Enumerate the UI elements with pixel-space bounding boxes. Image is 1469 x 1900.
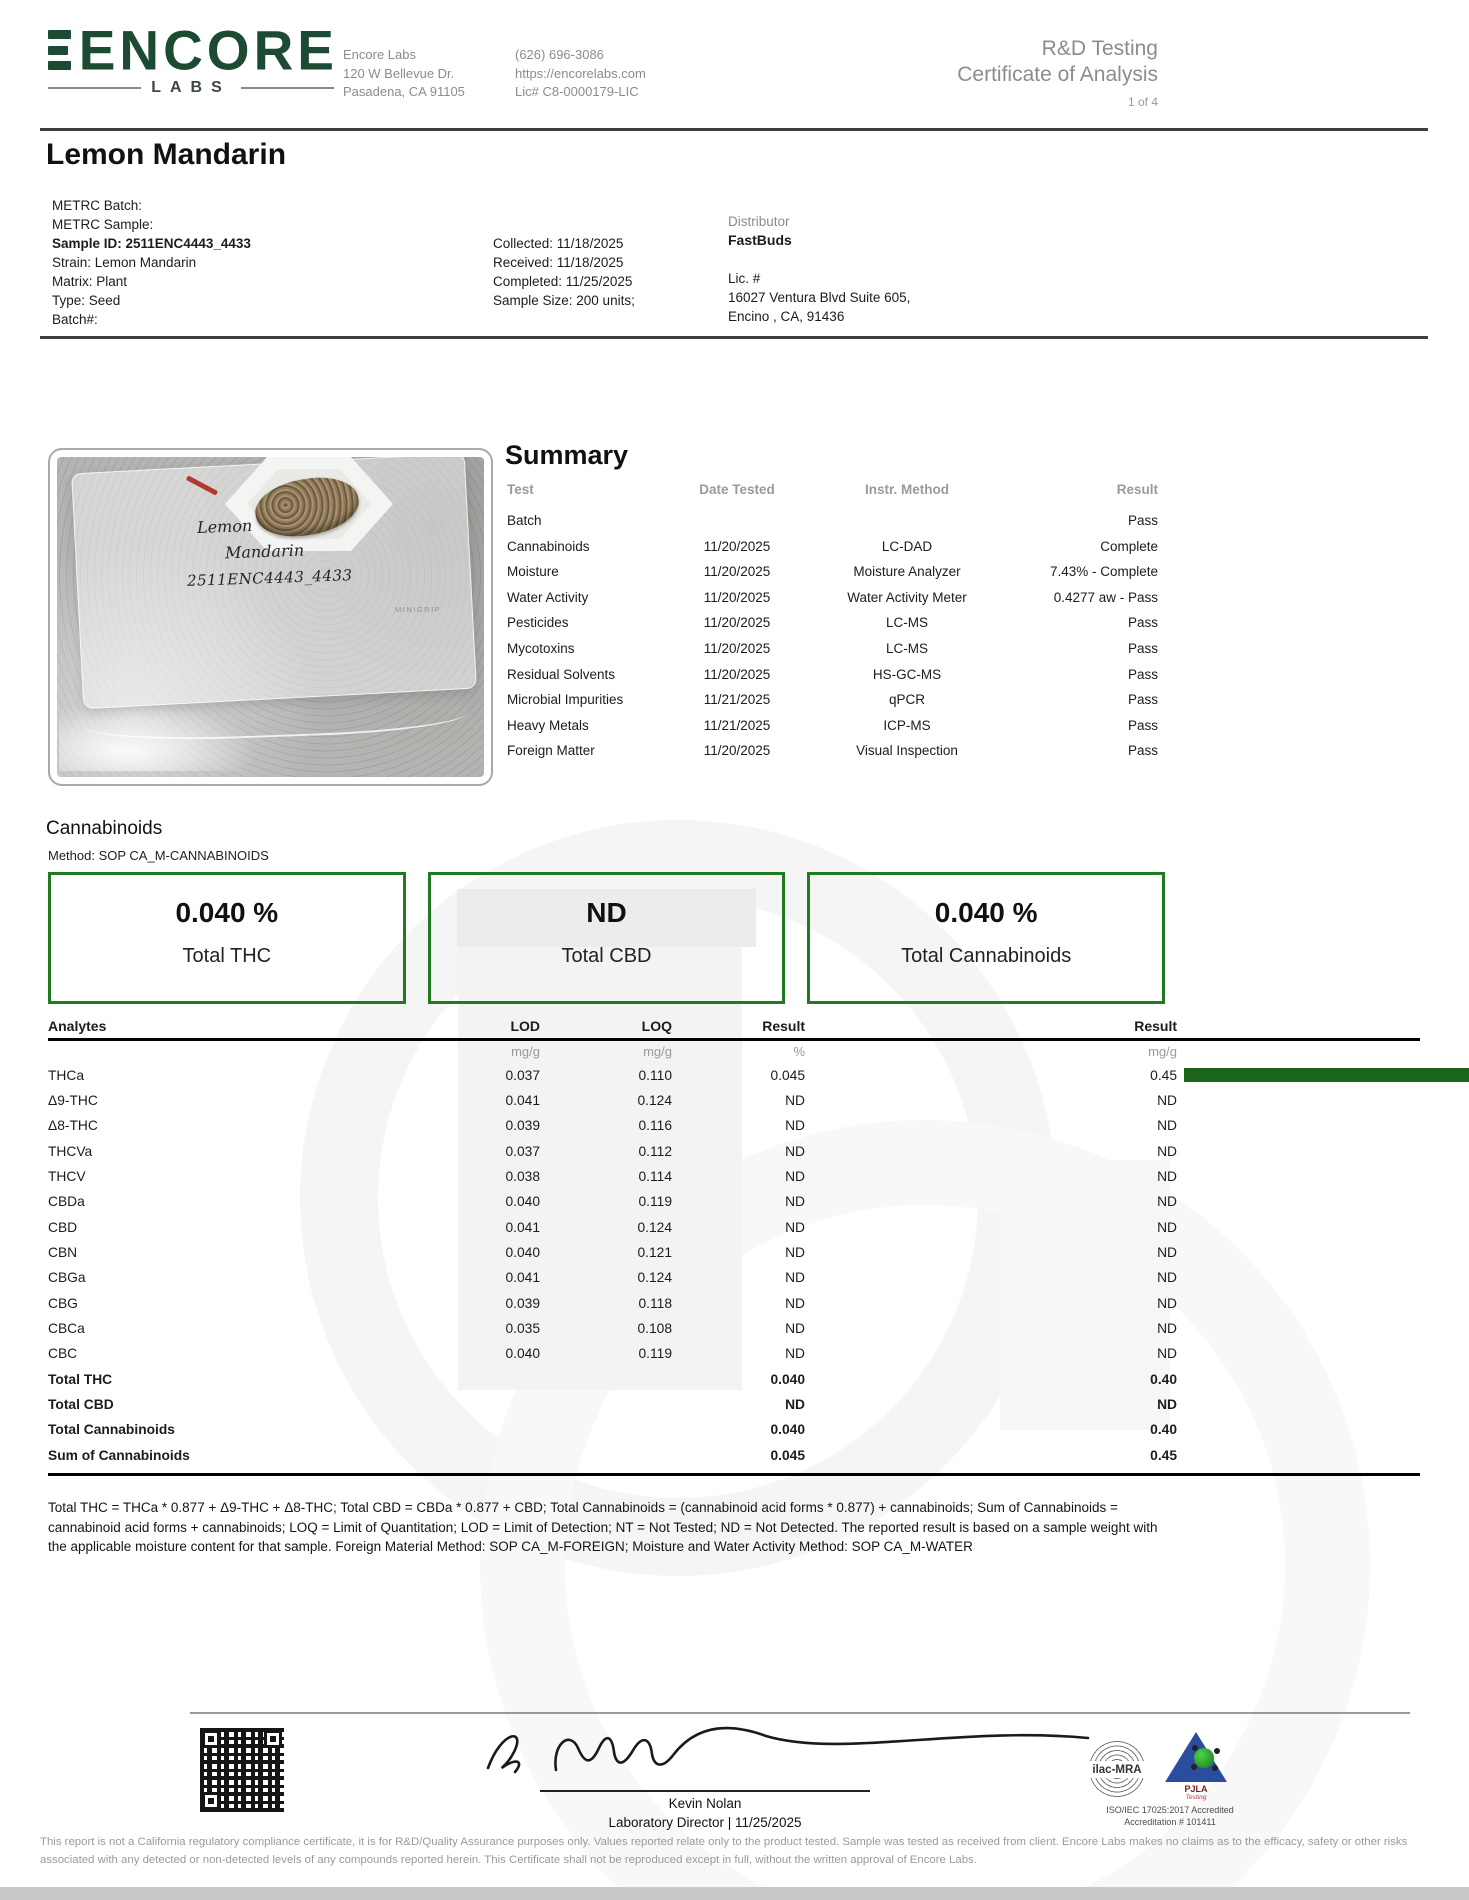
signer-title: Laboratory Director | 11/25/2025 [608, 1815, 802, 1830]
summary-result: Pass [1127, 513, 1158, 528]
summary-col-date: Date Tested [699, 482, 775, 497]
analyte-loq: 0.118 [638, 1295, 672, 1311]
summary-date [657, 508, 817, 534]
summary-result: Pass [1127, 692, 1158, 708]
summary-date: 11/20/2025 [703, 589, 771, 605]
analyte-loq: 0.112 [638, 1143, 672, 1159]
summary-date: 11/20/2025 [703, 615, 771, 631]
doc-title: Certificate of Analysis [957, 63, 1158, 86]
logo-text: ENCORE [78, 18, 338, 82]
sample-title: Lemon Mandarin [46, 138, 287, 171]
total-row [48, 1392, 1420, 1417]
summary-test: Mycotoxins [507, 640, 575, 656]
distributor-name: FastBuds [728, 232, 792, 248]
summary-row [507, 738, 1158, 764]
sample-fields-dates [493, 234, 635, 310]
distributor-lic: Lic. # [728, 271, 761, 286]
summary-title: Summary [505, 440, 629, 470]
logo-divider [241, 87, 334, 90]
analyte-result-mgg: ND [1157, 1346, 1177, 1362]
sample-field: Collected: 11/18/2025 [493, 236, 624, 251]
analyte-name: CBDa [48, 1194, 85, 1210]
summary-date: 11/20/2025 [703, 743, 771, 759]
total-cannabinoids-label: Total Cannabinoids [901, 945, 1072, 967]
total-name: Total THC [48, 1371, 113, 1387]
qr-finder-icon [264, 1730, 282, 1748]
summary-method: LC-MS [885, 615, 928, 631]
summary-row [507, 559, 1158, 585]
total-result-pct: ND [785, 1396, 805, 1412]
sample-field: Type: Seed [52, 293, 121, 308]
analyte-lod: 0.037 [505, 1143, 540, 1159]
logo-e-icon [48, 30, 71, 70]
analyte-row [48, 1291, 1420, 1316]
units-result-pct: % [793, 1043, 805, 1059]
sample-field: Completed: 11/25/2025 [493, 274, 633, 289]
analyte-result-mgg: ND [1157, 1270, 1177, 1286]
analyte-name: THCVa [48, 1143, 93, 1159]
sample-photo-frame [48, 448, 493, 786]
summary-test: Cannabinoids [507, 538, 590, 554]
analyte-lod: 0.037 [505, 1067, 540, 1083]
analyte-name: Δ8-THC [48, 1118, 98, 1134]
ilac-mra-logo [1086, 1738, 1148, 1800]
sample-field: Strain: Lemon Mandarin [52, 255, 197, 270]
analyte-row [48, 1164, 1420, 1189]
summary-method: Visual Inspection [856, 743, 958, 759]
accreditation-line1: ISO/IEC 17025:2017 Accredited [1106, 1805, 1234, 1815]
table-bottom-rule [48, 1473, 1420, 1476]
pjla-logo [1158, 1732, 1234, 1802]
summary-result: Pass [1127, 717, 1158, 733]
sample-divider [40, 336, 1428, 339]
distributor-label: Distributor [728, 214, 790, 229]
analytes-table [48, 1014, 1420, 1476]
summary-result: Pass [1127, 640, 1158, 656]
analyte-name: CBD [48, 1219, 78, 1235]
analyte-lod: 0.039 [505, 1295, 540, 1311]
cannabinoids-footnote: Total THC = THCa * 0.877 + Δ9-THC + Δ8-THC; Total CBD = CBDa * 0.877 + CBD; Total Cannabinoids = (cannabinoid acid forms * 0.877) + cannabinoids; Sum of Cannabinoids = cannabinoid acid forms + cannabinoids; LOQ = Limit of Quantitation; LOD = Limit of Detection; NT = Not Tested; ND = Not Detected. The reported result is based on a sample weight with the applicable moisture content for that sample. Foreign Material Method: SOP CA_M-FOREIGN; Moisture and Water Activity Method: SOP CA_M-WATER [48, 1500, 1158, 1554]
total-thc-value: 0.040 % [175, 897, 279, 928]
col-lod: LOD [510, 1018, 540, 1034]
report-type-block [800, 36, 1158, 109]
handwritten-label-line1: Lemon [196, 516, 253, 537]
analyte-lod: 0.041 [505, 1219, 540, 1235]
ilac-mra-text: ilac-MRA [1083, 1761, 1151, 1778]
distributor-address2: Encino , CA, 91436 [728, 309, 845, 324]
summary-date: 11/20/2025 [703, 538, 771, 554]
analyte-row [48, 1341, 1420, 1366]
logo-subtext: LABS [151, 79, 231, 96]
analytes-units-row [48, 1041, 1420, 1063]
summary-col-method: Instr. Method [865, 482, 949, 497]
summary-result: Complete [1100, 538, 1158, 554]
summary-row [507, 610, 1158, 636]
col-loq: LOQ [641, 1018, 672, 1034]
summary-row [507, 713, 1158, 739]
total-result-mgg: 0.40 [1150, 1371, 1177, 1387]
analyte-lod: 0.038 [505, 1168, 540, 1184]
qr-code [200, 1728, 284, 1812]
analytes-header-row [48, 1014, 1420, 1038]
summary-date: 11/21/2025 [703, 717, 771, 733]
analyte-row [48, 1265, 1420, 1290]
total-row [48, 1367, 1420, 1392]
analyte-name: CBG [48, 1295, 78, 1311]
analyte-loq: 0.124 [637, 1219, 672, 1235]
total-name: Total CBD [48, 1396, 114, 1412]
units-loq: mg/g [643, 1043, 672, 1059]
analyte-row [48, 1139, 1420, 1164]
summary-date: 11/20/2025 [703, 564, 771, 580]
units-lod: mg/g [511, 1043, 540, 1059]
summary-test: Residual Solvents [507, 666, 616, 682]
signer-name: Kevin Nolan [668, 1796, 742, 1811]
summary-test: Moisture [507, 564, 559, 580]
analyte-lod: 0.040 [505, 1194, 540, 1210]
analyte-result-mgg: ND [1157, 1118, 1177, 1134]
analyte-lod: 0.040 [505, 1244, 540, 1260]
units-result-mgg: mg/g [1148, 1043, 1177, 1059]
cannabinoid-highlights [48, 872, 1165, 1004]
summary-date: 11/20/2025 [703, 666, 771, 682]
summary-test: Pesticides [507, 615, 569, 631]
bag-brand-text: MINIGRIP [395, 605, 442, 614]
result-bar [1184, 1068, 1469, 1082]
total-name: Total Cannabinoids [48, 1422, 175, 1438]
analyte-result-mgg: ND [1157, 1320, 1177, 1336]
lab-address-line1: 120 W Bellevue Dr. [343, 65, 455, 81]
summary-row [507, 508, 1158, 534]
distributor-address1: 16027 Ventura Blvd Suite 605, [728, 290, 911, 305]
summary-table [507, 508, 1158, 764]
analyte-name: Δ9-THC [48, 1092, 98, 1108]
handwritten-label-line3: 2511ENC4443_4433 [186, 566, 353, 590]
analyte-lod: 0.041 [505, 1092, 540, 1108]
total-name: Sum of Cannabinoids [48, 1447, 190, 1463]
sample-field: METRC Sample: [52, 217, 154, 232]
summary-col-test: Test [507, 482, 534, 497]
analyte-result-pct: ND [785, 1194, 805, 1210]
total-result-mgg: 0.40 [1150, 1422, 1177, 1438]
distributor-block [728, 212, 910, 326]
logo-divider [48, 87, 141, 90]
analyte-row [48, 1316, 1420, 1341]
handwritten-label-line2: Mandarin [224, 540, 305, 563]
analyte-result-pct: ND [785, 1092, 805, 1108]
accreditation-block [1070, 1804, 1270, 1828]
analyte-loq: 0.124 [637, 1270, 672, 1286]
summary-result: Pass [1127, 743, 1158, 759]
disclaimer-text: This report is not a California regulatory compliance certificate, it is for R&D/Quality Assurance purposes only. Values reported relate only to the product tested. Sample was tested as received from client. Encore Labs makes no claims as to the efficacy, safety or other risks associated with any detected or non-detected levels of any compounds reported herein. This Certificate shall not be reproduced except in full, without the written approval of Encore Labs. [40, 1836, 1408, 1866]
summary-method: ICP-MS [883, 717, 931, 733]
summary-result: Pass [1127, 615, 1158, 631]
analyte-loq: 0.114 [638, 1168, 672, 1184]
analyte-row [48, 1189, 1420, 1214]
accreditation-line2: Accreditation # 101411 [1124, 1817, 1216, 1827]
summary-result: 7.43% - Complete [1049, 564, 1158, 580]
analyte-lod: 0.035 [505, 1320, 540, 1336]
total-row [48, 1417, 1420, 1442]
summary-row [507, 687, 1158, 713]
summary-test: Heavy Metals [507, 717, 589, 733]
pjla-atom-icon [1194, 1748, 1214, 1768]
analyte-result-mgg: ND [1157, 1092, 1177, 1108]
analyte-result-pct: ND [785, 1320, 805, 1336]
analyte-result-pct: ND [785, 1219, 805, 1235]
summary-row [507, 636, 1158, 662]
analyte-result-pct: ND [785, 1270, 805, 1286]
summary-test: Water Activity [507, 589, 589, 605]
summary-date: 11/20/2025 [703, 640, 771, 656]
pjla-text: PJLA [1184, 1784, 1208, 1794]
analyte-loq: 0.121 [637, 1244, 672, 1260]
summary-row [507, 585, 1158, 611]
page-number: 1 of 4 [1127, 95, 1158, 109]
summary-test: Foreign Matter [507, 743, 595, 759]
col-analytes: Analytes [48, 1018, 107, 1034]
total-result-pct: 0.045 [770, 1447, 805, 1463]
analyte-row [48, 1088, 1420, 1113]
analytes-totals [48, 1367, 1420, 1468]
report-type: R&D Testing [1041, 37, 1158, 60]
qr-finder-icon [202, 1792, 220, 1810]
analyte-lod: 0.040 [505, 1346, 540, 1362]
summary-header-row [507, 482, 1158, 497]
analyte-lod: 0.041 [505, 1270, 540, 1286]
total-cannabinoids-value: 0.040 % [934, 897, 1038, 928]
analyte-name: THCa [48, 1067, 85, 1083]
sample-field: Sample Size: 200 units; [493, 293, 635, 308]
total-cbd-label: Total CBD [561, 945, 652, 967]
summary-result: 0.4277 aw - Pass [1053, 589, 1158, 605]
sample-field: Batch#: [52, 312, 98, 327]
analyte-result-mgg: 0.45 [1150, 1067, 1177, 1083]
pjla-subtext: Testing [1185, 1794, 1207, 1801]
total-result-pct: 0.040 [770, 1422, 805, 1438]
lab-license: Lic# C8-0000179-LIC [515, 84, 639, 99]
total-result-mgg: 0.45 [1150, 1447, 1177, 1463]
summary-result: Pass [1127, 666, 1158, 682]
total-cannabinoids-box [807, 872, 1165, 1004]
signature-image [460, 1714, 1100, 1788]
total-row [48, 1443, 1420, 1468]
analyte-result-pct: 0.045 [770, 1067, 805, 1083]
lab-phone: (626) 696-3086 [515, 47, 604, 62]
analyte-result-pct: ND [785, 1244, 805, 1260]
analyte-name: CBN [48, 1244, 78, 1260]
analyte-result-mgg: ND [1157, 1143, 1177, 1159]
sample-field: Sample ID: 2511ENC4443_4433 [52, 236, 251, 251]
summary-col-result: Result [1116, 482, 1158, 497]
summary-date: 11/21/2025 [703, 692, 771, 708]
cannabinoids-title: Cannabinoids [46, 818, 163, 839]
lab-address-line2: Pasadena, CA 91105 [343, 84, 465, 99]
analyte-result-mgg: ND [1157, 1295, 1177, 1311]
qr-finder-icon [202, 1730, 220, 1748]
sample-photo [57, 457, 484, 777]
lab-address-block [343, 46, 465, 102]
sample-field: Matrix: Plant [52, 274, 128, 289]
sample-field: METRC Batch: [52, 198, 143, 213]
analyte-lod: 0.039 [505, 1118, 540, 1134]
analyte-result-pct: ND [785, 1346, 805, 1362]
sample-field: Received: 11/18/2025 [493, 255, 624, 270]
lab-website[interactable]: https://encorelabs.com [515, 65, 646, 81]
analyte-loq: 0.110 [638, 1067, 672, 1083]
analyte-loq: 0.124 [637, 1092, 672, 1108]
analyte-row [48, 1063, 1420, 1088]
summary-method [817, 508, 997, 534]
analyte-loq: 0.119 [638, 1194, 672, 1210]
col-result-pct: Result [762, 1018, 805, 1034]
col-result-mgg: Result [1134, 1018, 1177, 1034]
analyte-result-pct: ND [785, 1143, 805, 1159]
total-cbd-box [428, 872, 786, 1004]
summary-method: qPCR [888, 692, 925, 708]
sample-fields-left [52, 196, 251, 329]
summary-method: HS-GC-MS [872, 666, 942, 682]
analytes-rows [48, 1063, 1420, 1367]
analyte-result-mgg: ND [1157, 1219, 1177, 1235]
analyte-loq: 0.108 [637, 1320, 672, 1336]
lab-name: Encore Labs [343, 47, 416, 62]
summary-row [507, 534, 1158, 560]
analyte-loq: 0.119 [638, 1346, 672, 1362]
analyte-row [48, 1113, 1420, 1138]
summary-method: LC-MS [885, 640, 928, 656]
units-blank [48, 1041, 420, 1063]
total-result-mgg: ND [1157, 1396, 1177, 1412]
analyte-result-mgg: ND [1157, 1244, 1177, 1260]
analyte-row [48, 1215, 1420, 1240]
total-cbd-value: ND [586, 897, 627, 928]
analyte-result-pct: ND [785, 1168, 805, 1184]
summary-method: LC-DAD [881, 538, 933, 554]
summary-test: Batch [507, 513, 542, 528]
analyte-loq: 0.116 [638, 1118, 672, 1134]
analyte-name: THCV [48, 1168, 86, 1184]
analyte-name: CBC [48, 1346, 78, 1362]
analyte-name: CBGa [48, 1270, 86, 1286]
analyte-result-mgg: ND [1157, 1194, 1177, 1210]
analyte-result-mgg: ND [1157, 1168, 1177, 1184]
lab-contact-block [515, 46, 646, 102]
cannabinoids-method: Method: SOP CA_M-CANNABINOIDS [48, 848, 269, 863]
encore-labs-logo [48, 18, 338, 97]
total-thc-box [48, 872, 406, 1004]
summary-method: Moisture Analyzer [853, 564, 961, 580]
summary-test: Microbial Impurities [507, 692, 624, 708]
signature-line [540, 1790, 870, 1792]
analyte-result-pct: ND [785, 1118, 805, 1134]
header-divider [40, 128, 1428, 131]
analyte-name: CBCa [48, 1320, 85, 1336]
total-result-pct: 0.040 [770, 1371, 805, 1387]
summary-method: Water Activity Meter [847, 589, 967, 605]
analyte-row [48, 1240, 1420, 1265]
summary-row [507, 662, 1158, 688]
total-thc-label: Total THC [182, 945, 272, 967]
analyte-result-pct: ND [785, 1295, 805, 1311]
bottom-bar [0, 1887, 1469, 1900]
